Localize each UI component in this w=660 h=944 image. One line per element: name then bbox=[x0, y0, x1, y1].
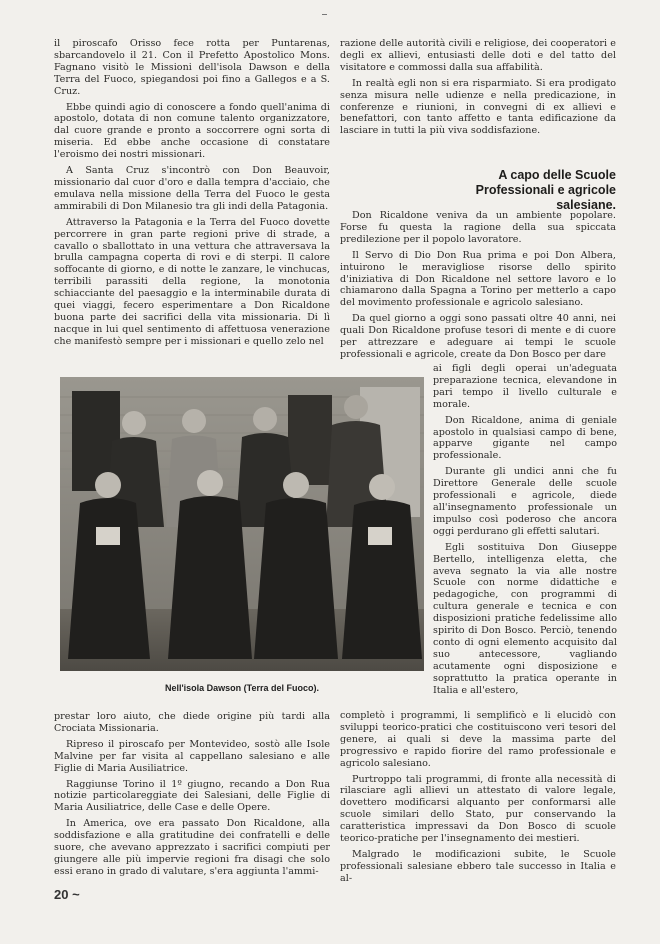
page-number: 20 ~ bbox=[54, 887, 80, 902]
paragraph: prestar loro aiuto, che diede origine più tardi alla Crociata Missionaria. bbox=[54, 711, 330, 734]
paragraph: Don Ricaldone, anima di geniale apostolo in qualsiasi campo di bene, apparve gigante nel campo professionale. bbox=[433, 414, 617, 462]
right-column-top bbox=[340, 38, 616, 141]
paragraph: In realtà egli non si era risparmiato. Si era prodigato senza misura nelle udienze e nella predicazione, in conferenze e riunioni, in convegni di ex allievi e benefattori, con tanto affetto e tanta edificazione da lasciare in tutti la più viva soddisfazione. bbox=[340, 77, 616, 137]
paragraph: Durante gli undici anni che fu Direttore Generale delle scuole professionali e agricole, diede all'insegnamento professionale un impulso così poderoso che ancora oggi perdurano gli effetti salutari. bbox=[433, 466, 617, 537]
photo-caption: Nell'isola Dawson (Terra del Fuoco). bbox=[164, 683, 319, 693]
paragraph: Da quel giorno a oggi sono passati oltre 40 anni, nei quali Don Ricaldone profuse tesori di mente e di cuore per attrezzare e adeguare ai tempi le scuole professionali e agricole, create da Don Bosco per dare bbox=[340, 313, 616, 360]
paragraph: Raggiunse Torino il 1º giugno, recando a Don Rua notizie particolareggiate dei Salesiani, delle Figlie di Maria Ausiliatrice, delle Case e delle Opere. bbox=[54, 778, 330, 814]
paragraph: Ripreso il piroscafo per Montevideo, sostò alle Isole Malvine per far visita al cappellano salesiano e alle Figlie di Maria Ausiliatrice. bbox=[54, 738, 330, 774]
right-column-narrow bbox=[433, 363, 617, 700]
paragraph: completò i programmi, li semplificò e li elucidò con sviluppi teorico-pratici che costituiscono veri tesori del genere, ai quali si deve la massima parte del progressivo e rapido fiorire del ramo professionale e agricolo salesiano. bbox=[340, 710, 616, 769]
paragraph: ai figli degli operai un'adeguata preparazione tecnica, elevandone in pari tempo il livello culturale e morale. bbox=[433, 363, 617, 410]
right-column-middle bbox=[340, 210, 616, 365]
paragraph: A Santa Cruz s'incontrò con Don Beauvoir, missionario dal cuor d'oro e dalla tempra d'acciaio, che emulava nella missione della Terra del Fuoco le gesta ammirabili di Don Milanesio tra gli indi della Patagonia. bbox=[54, 165, 330, 212]
paragraph: Don Ricaldone veniva da un ambiente popolare. Forse fu questa la ragione della sua spiccata predilezione per il popolo lavoratore. bbox=[340, 210, 616, 245]
paragraph: Attraverso la Patagonia e la Terra del Fuoco dovette percorrere in gran parte regioni prive di strade, a cavallo o sballottato in una vettura che attraversava la brulla campagna coperta di rovi e di sterpi. Il calore soffocante di giorno, e di notte le zanzare, le vinchucas, terribili parassiti della regione, la monotonia schiacciante del paesaggio e la interminabile durata di quei viaggi, fecero esperimentare a Don Ricaldone buona parte dei sacrifici della vita missionaria. Di lì nacque in lui quel sentimento di affettuosa venerazione che manifestò sempre per i missionari e quello zelo nel bbox=[54, 216, 330, 347]
left-column-bottom bbox=[54, 711, 330, 882]
paragraph: Ebbe quindi agio di conoscere a fondo quell'anima di apostolo, dotata di non comune talento organizzatore, dal cuore grande e pronto a soccorrere ogni sorta di miseria. Ed ebbe anche occasione di constatare l'eroismo dei nostri missionari. bbox=[54, 101, 330, 161]
paragraph: il piroscafo Orisso fece rotta per Puntarenas, sbarcandovelo il 21. Con il Prefetto Apostolico Mons. Fagnano visitò le Missioni dell'isola Dawson e della Terra del Fuoco, spiegandosi poi fino a Gallegos e a S. Cruz. bbox=[54, 38, 330, 97]
paragraph: Egli sostituiva Don Giuseppe Bertello, intelligenza eletta, che aveva segnato la via alle nostre Scuole con norme didattiche e pedagogiche, con programmi di cultura generale e tecnica e con disposizioni pratiche fedelissime allo spirito di Don Bosco. Perciò, tenendo conto di ogni elemento acquisito dal suo antecessore, vagliando acutamente ogni disposizione e soprattutto la pratica operante in Italia e all'estero, bbox=[433, 541, 617, 696]
group-photo bbox=[60, 377, 424, 671]
page-mark bbox=[322, 14, 327, 15]
paragraph: razione delle autorità civili e religiose, dei cooperatori e degli ex allievi, entusiasti delle doti e del tatto del visitatore e commossi dalla sua affabilità. bbox=[340, 38, 616, 73]
section-heading: A capo delle Scuole Professionali e agricole salesiane. bbox=[475, 168, 616, 212]
paragraph: In America, ove era passato Don Ricaldone, alla soddisfazione e alla gratitudine dei confratelli e delle suore, che avevano apprezzato i sacrifici compiuti per giungere alle più impervie regioni fra disagi che solo essi erano in grado di valutare, s'era aggiunta l'ammi- bbox=[54, 818, 330, 877]
left-column-top bbox=[54, 38, 330, 352]
right-column-bottom bbox=[340, 710, 616, 889]
paragraph: Purtroppo tali programmi, di fronte alla necessità di rilasciare agli allievi un attestato di valore legale, dovettero modificarsi alquanto per conformarsi alle scuole similari dello Stato, pur conservando la caratteristica impressavi da Don Bosco di scuole teorico-pratiche per l'insegnamento dei mestieri. bbox=[340, 773, 616, 845]
paragraph: Malgrado le modificazioni subite, le Scuole professionali salesiane ebbero tale successo in Italia e al- bbox=[340, 848, 616, 884]
paragraph: Il Servo di Dio Don Rua prima e poi Don Albera, intuirono le meravigliose risorse dello spirito d'iniziativa di Don Ricaldone nel settore lavoro e lo chiamarono dalla Spagna a Torino per metterlo a capo del movimento professionale e agricolo salesiano. bbox=[340, 249, 616, 309]
